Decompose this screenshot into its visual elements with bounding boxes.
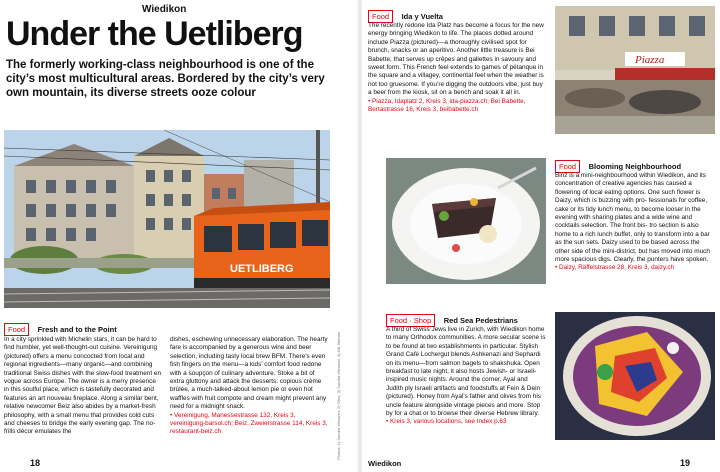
body-text: The recently redone Ida Platz has become a focus for the new energy bringing Wiedikon to life. The places dotted around include Piazza (pictured)—a thoroughly civilised spot for brunch, snacks or an aperitivo. Another little treasure is Bei Babette, that serves up crêpes and gallettes in savoury and sweet form. This French feel extends to games of pétanque in the square and a villagey, continental feel when the weather is not too gruesome. If you’re digging the outdoors vibe, just buy a beer from the kiosk, sit on a bench and soak it all in. xyxy=(368,22,544,97)
page-number: 18 xyxy=(30,458,41,468)
page-title: Under the Uetliberg xyxy=(6,15,303,53)
left-page xyxy=(0,0,358,472)
body-text: In a city sprinkled with Michelin stars, it can be hard to find humbler, yet well-thought-out cuisine. Vereinigung (pictured) offers a menu concocted from local and regional ingredients—many organic—and combining traditional Swiss dishes with the slow-food treatment en vogue across Europe. The owner is a merry presence in this soulful place, which is tastefully decorated and features an art nouveau fireplace. Along a similar bent, relative newcomer Beiz also abides by a market-fresh philosophy, with a small menu that provides cold cuts and cheeses to bridge the early evening gap. The no-frills décor emulates the xyxy=(4,336,162,436)
plate-illustration xyxy=(555,312,715,440)
page-number: 19 xyxy=(680,458,691,468)
body-column-1 xyxy=(4,336,162,437)
venue-info: • Daizy, Räffelstrasse 28, Kreis 3, daizy.ch xyxy=(555,264,675,272)
body-red-sea xyxy=(386,326,546,427)
category-tag: Food xyxy=(4,323,29,336)
body-blooming xyxy=(555,172,715,273)
plate-photo xyxy=(555,312,715,440)
dessert-illustration xyxy=(386,158,546,284)
footer-section-name: Wiedikon xyxy=(368,459,402,468)
body-text: dishes, eschewing unnecessary elaboration. The hearty fare is accompanied by a generous wine and beer selection, including tasty local brew BFM. There’s even fish fingers on the menu—a kids’ comfort food redone with a soupçon of culinary adventure. Stoke a bit of extra gluttony and attack the desserts: copious crème brûlée, a much-talked-about lemon pie or even hot waffles with fruit compote and cream might prevent any need for a midnight snack. xyxy=(170,336,328,411)
standfirst: The formerly working-class neighbourhood is one of the city’s most multicultural areas. Bordered by the city’s very own mountain, its diverse streets ooze colour xyxy=(6,59,325,99)
category-tag: Food xyxy=(368,10,393,23)
body-ida xyxy=(368,22,548,114)
category-tag: Food xyxy=(555,160,580,173)
section-title: Red Sea Pedestrians xyxy=(443,316,518,326)
venue-info: • Piazza, Idaplatz 2, Kreis 3, ida-piazza.ch; Bei Babette, Bertastrasse 16, Kreis 3, beibabette.ch xyxy=(368,97,526,114)
section-title: Blooming Neighbourhood xyxy=(588,162,682,172)
photo-credit: Photos: 1) Sandra Wessner, 2) Ohrs, 3) Sandra Wessner, 4) Adi Strimas xyxy=(336,332,341,460)
body-text: Binz is a mini-neighbourhood within Wiedikon, and its concentration of creative agencies has caused a flowering of local eating options. One such flower is Daizy, which is buzzing with pro- fessionals for coffee, cake or its tidy lunch menu, to become looser in the evening with sharing plates and a wide wine and cocktails selection. The front bis- tro section is also home to a rich lunch buffet, only to transform into a bar as the sun sets. Daizy used to be based across the other side of the mini-district, but has moved into much more spacious digs. Clearly, the punters have spoken. xyxy=(555,172,710,264)
section-title: Fresh and to the Point xyxy=(37,325,117,335)
venue-info: • Vereinigung, Manessestrasse 132, Kreis 3, vereinigung-barsol.ch; Beiz, Zweierstrasse 114, Kreis 3, restaurant-beiz.ch xyxy=(170,411,328,436)
body-text: A third of Swiss Jews live in Zurich, with Wiedikon home to many Orthodox communities. A more secular scene is to be found at two establishments in particular. Stylish Grand Café Lochergut blends Ashkenazi and Sephardi on its menu—from salmon bagels to shakshuka. Open breakfast to late night, it also hosts Jewish- or Israeli-inspired music nights. Around the corner, Ayal and Judith ply Israeli artifacts and foodstuffs at Fein & Dein (pictured). Honey from Ayal’s father and olives from his uncle feature alongside vintage pieces and more. Stop by for a chat or to browse their diverse Hebrew library. xyxy=(386,326,546,418)
tram-lettering: UETLIBERG xyxy=(230,263,294,275)
tram-photo xyxy=(4,130,330,308)
right-page xyxy=(362,0,720,472)
section-title: Ida y Vuelta xyxy=(401,12,443,22)
cafe-sign: Piazza xyxy=(635,54,665,66)
cafe-illustration xyxy=(555,6,715,134)
dessert-photo xyxy=(386,158,546,284)
tram-illustration xyxy=(4,130,330,308)
venue-info: • Kreis 3, various locations, see Index p.63 xyxy=(386,418,507,426)
kicker: Wiedikon xyxy=(142,4,187,15)
category-tag: Food · Shop xyxy=(386,314,435,327)
cafe-photo xyxy=(555,6,715,134)
body-column-2 xyxy=(170,336,330,437)
